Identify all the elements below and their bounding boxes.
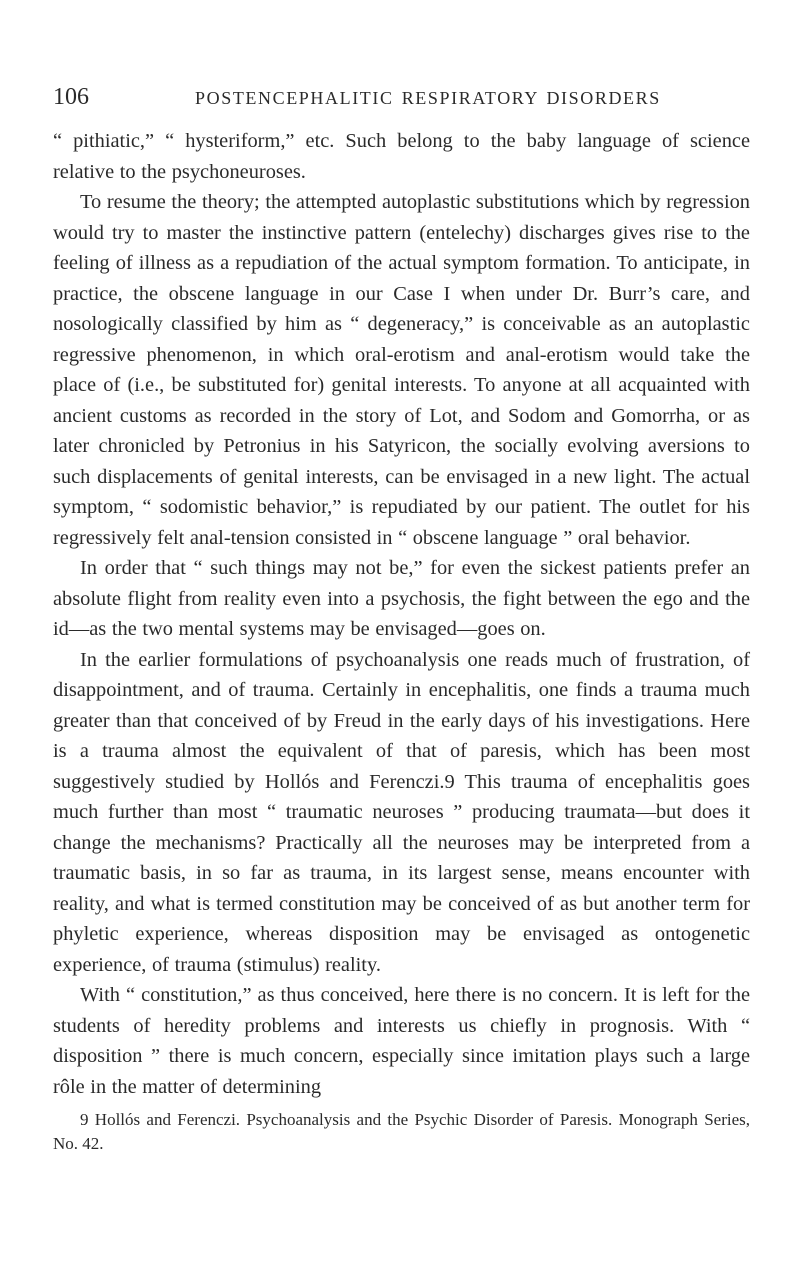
paragraph-3: In order that “ such things may not be,” for even the sickest patients prefer an absolute flight from reality even into a psychosis, the fight between the ego and the id—as the two mental systems may be envisaged—goes on. <box>53 557 750 640</box>
body-text <box>53 126 750 1102</box>
page-header <box>53 84 750 120</box>
paragraph-4: In the earlier formulations of psychoanalysis one reads much of frustration, of disappointment, and of trauma. Certainly in encephalitis, one finds a trauma much greater than that conceived of by Freud in the early days of his investigations. Here is a trauma almost the equivalent of that of paresis, which has been most suggestively studied by Hollós and Ferenczi.9 This trauma of encephalitis goes much further than most “ traumatic neuroses ” producing traumata—but does it change the mechanisms? Practically all the neuroses may be interpreted from a traumatic basis, in so far as trauma, in its largest sense, means encounter with reality, and what is termed constitution may be conceived of as but another term for phyletic experience, whereas disposition may be envisaged as ontogenetic experience, of trauma (stimulus) reality. <box>53 648 750 976</box>
footnote: 9 Hollós and Ferenczi. Psychoanalysis and the Psychic Disorder of Paresis. Monograph Series, No. 42. <box>53 1110 750 1153</box>
paragraph-2: To resume the theory; the attempted autoplastic substitutions which by regression would try to master the instinctive pattern (entelechy) discharges gives rise to the feeling of illness as a repudiation of the actual symptom formation. To anticipate, in practice, the obscene language in our Case I when under Dr. Burr’s care, and nosologically classified by him as “ degeneracy,” is conceivable as an autoplastic regressive phenomenon, in which oral-erotism and anal-erotism would take the place of (i.e., be substituted for) genital interests. To anyone at all acquainted with ancient customs as recorded in the story of Lot, and Sodom and Gomorrha, or as later chronicled by Petronius in his Satyricon, the socially evolving aversions to such displacements of genital interests, can be envisaged in a new light. The actual symptom, “ sodomistic behavior,” is repudiated by our patient. The outlet for his regressively felt anal-tension consisted in “ obscene language ” oral behavior. <box>53 191 750 549</box>
paragraph-5: With “ constitution,” as thus conceived, here there is no concern. It is left for the students of heredity problems and interests us chiefly in prognosis. With “ disposition ” there is much concern, especially since imitation plays such a large rôle in the matter of determining <box>53 984 750 1098</box>
page-number: 106 <box>53 84 89 110</box>
running-head: POSTENCEPHALITIC RESPIRATORY DISORDERS <box>195 88 661 108</box>
paragraph-1: “ pithiatic,” “ hysteriform,” etc. Such belong to the baby language of science relative to the psychoneuroses. <box>53 130 750 183</box>
